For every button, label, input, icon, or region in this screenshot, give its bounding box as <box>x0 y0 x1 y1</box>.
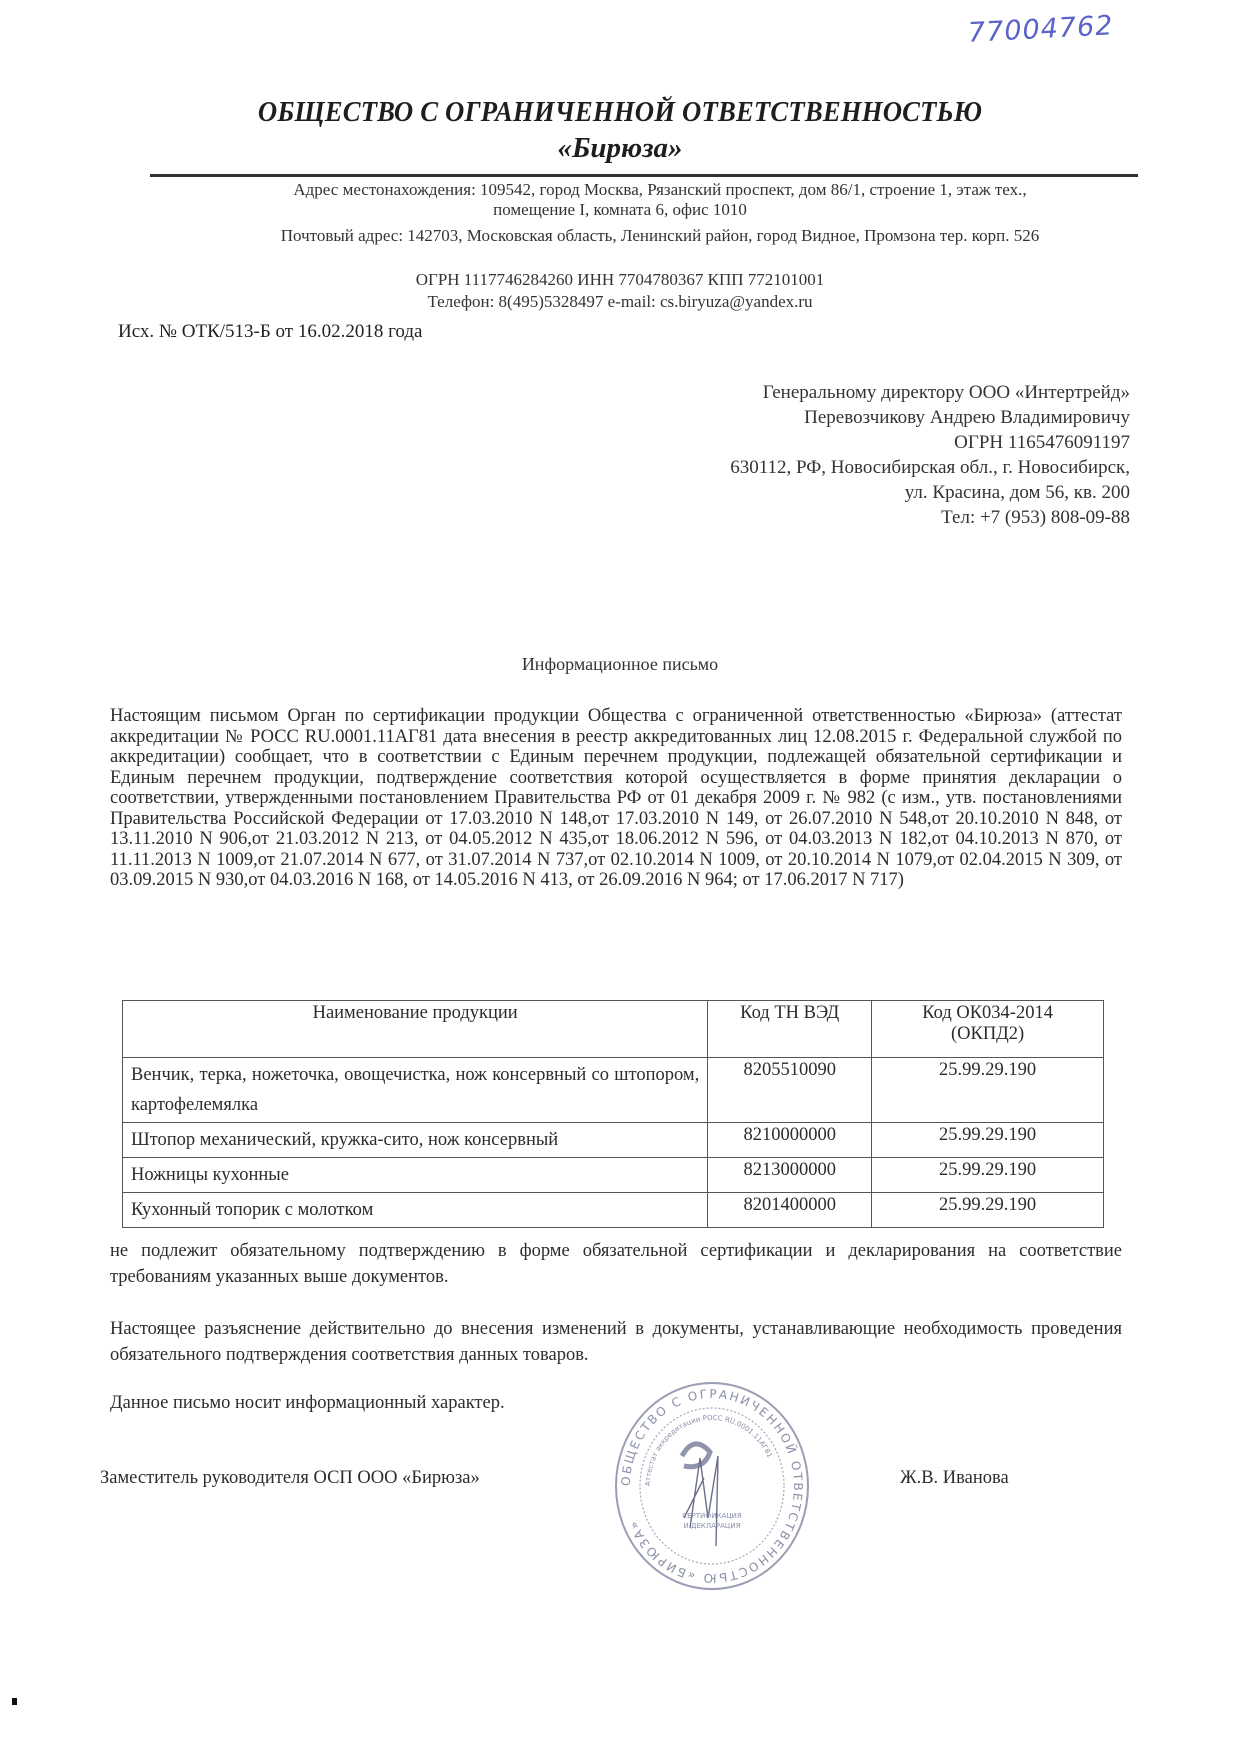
tnved-code-cell: 8213000000 <box>708 1158 872 1193</box>
stamp-center-line2: И ДЕКЛАРАЦИЯ <box>683 1522 741 1530</box>
table-row <box>123 1123 1104 1158</box>
table-header-row <box>123 1001 1104 1058</box>
nature-paragraph: Данное письмо носит информационный характер. <box>110 1393 505 1413</box>
tnved-code-cell: 8210000000 <box>708 1123 872 1158</box>
validity-paragraph: Настоящее разъяснение действительно до внесения изменений в документы, устанавливающие необходимость проведения обязательного подтверждения соответствия данных товаров. <box>110 1319 1122 1365</box>
table-row <box>123 1193 1104 1228</box>
header-divider <box>150 174 1138 177</box>
column-header-okpd2-line1: Код ОК034-2014 <box>922 1003 1053 1023</box>
conclusion-paragraph: не подлежит обязательному подтверждению в форме обязательной сертификации и декларирования на соответствие требованиям указанных выше документов. <box>110 1241 1122 1287</box>
signatory-name: Ж.В. Иванова <box>900 1468 1009 1488</box>
stamp-outer-text: ОБЩЕСТВО С ОГРАНИЧЕННОЙ ОТВЕТСТВЕННОСТЬЮ «БИРЮЗА» <box>618 1386 806 1586</box>
postal-address: Почтовый адрес: 142703, Московская область, Ленинский район, город Видное, Промзона тер. корп. 526 <box>280 226 1040 245</box>
contacts: Телефон: 8(495)5328497 e-mail: cs.biryuza@yandex.ru <box>427 292 813 311</box>
official-stamp-with-signature <box>612 1378 812 1593</box>
product-name-cell: Венчик, терка, ножеточка, овощечистка, нож консервный со штопором, картофелемялка <box>123 1058 708 1123</box>
organization-type-heading: ОБЩЕСТВО С ОГРАНИЧЕННОЙ ОТВЕТСТВЕННОСТЬЮ <box>257 96 983 128</box>
addressee-line: ОГРН 1165476091197 <box>954 432 1130 453</box>
product-name-cell: Кухонный топорик с молотком <box>123 1193 708 1228</box>
stamp-icon <box>612 1378 812 1593</box>
table-row <box>123 1058 1104 1123</box>
stamp-center-line1: СЕРТИФИКАЦИЯ <box>682 1512 742 1520</box>
addressee-line: ул. Красина, дом 56, кв. 200 <box>904 482 1130 503</box>
addressee-line: Генеральному директору ООО «Интертрейд» <box>762 382 1130 403</box>
okpd2-code-cell: 25.99.29.190 <box>872 1123 1104 1158</box>
legal-address-line2: помещение I, комната 6, офис 1010 <box>493 200 747 219</box>
scan-artifact-mark <box>12 1698 17 1705</box>
document-title: Информационное письмо <box>521 654 719 674</box>
legal-address-line1: Адрес местонахождения: 109542, город Москва, Рязанский проспект, дом 86/1, строение 1, этаж тех., <box>293 180 1027 199</box>
stamp-inner-text: Аттестат аккредитации РОСС RU.0001.11АГ81 <box>643 1413 774 1487</box>
okpd2-code-cell: 25.99.29.190 <box>872 1058 1104 1123</box>
column-header-okpd2-line2: (ОКПД2) <box>950 1024 1025 1044</box>
products-table <box>122 1000 1104 1228</box>
product-name-cell: Ножницы кухонные <box>123 1158 708 1193</box>
organization-name-heading: «Бирюза» <box>557 132 683 164</box>
column-header-product-name: Наименование продукции <box>123 1001 708 1058</box>
signatory-title: Заместитель руководителя ОСП ООО «Бирюза» <box>100 1468 480 1488</box>
okpd2-code-cell: 25.99.29.190 <box>872 1158 1104 1193</box>
addressee-line: Тел: +7 (953) 808-09-88 <box>941 507 1130 528</box>
tnved-code-cell: 8205510090 <box>708 1058 872 1123</box>
table-row <box>123 1158 1104 1193</box>
column-header-okpd2 <box>872 1001 1104 1058</box>
intro-paragraph: Настоящим письмом Орган по сертификации продукции Общества с ограниченной ответственностью «Бирюза» (аттестат аккредитации № РОСС RU.0001.11АГ81 дата внесения в реестр аккредитованных лиц 12.08.2015 г. Федеральной службой по аккредитации) сообщает, что в соответствии с Единым перечнем продукции, подлежащей обязательной сертификации и Единым перечнем продукции, подтверждение соответствия которой осуществляется в форме принятия декларации о соответствии, утвержденными постановлением Правительства РФ от 01 декабря 2009 г. № 982 (с изм., утв. постановлениями Правительства Российской Федерации от 17.03.2010 N 148,от 17.03.2010 N 149, от 26.07.2010 N 548,от 20.10.2010 N 848, от 13.11.2010 N 906,от 21.03.2012 N 213, от 04.05.2012 N 435,от 18.06.2012 N 596, от 04.03.2013 N 182,от 04.10.2013 N 870, от 11.11.2013 N 1009,от 21.07.2014 N 677, от 31.07.2014 N 737,от 02.10.2014 N 1009, от 20.10.2014 N 1079,от 02.04.2015 N 309, от 03.09.2015 N 930,от 04.03.2016 N 168, от 14.05.2016 N 413, от 26.09.2016 N 964; от 17.06.2017 N 717) <box>110 706 1122 890</box>
product-name-cell: Штопор механический, кружка-сито, нож консервный <box>123 1123 708 1158</box>
handwritten-registration-number: 77004762 <box>967 10 1115 49</box>
registration-numbers: ОГРН 1117746284260 ИНН 7704780367 КПП 772101001 <box>415 270 825 289</box>
addressee-line: 630112, РФ, Новосибирская обл., г. Новосибирск, <box>730 457 1130 478</box>
addressee-line: Перевозчикову Андрею Владимировичу <box>804 407 1130 428</box>
okpd2-code-cell: 25.99.29.190 <box>872 1193 1104 1228</box>
column-header-tnved: Код ТН ВЭД <box>708 1001 872 1058</box>
outgoing-reference: Исх. № ОТК/513-Б от 16.02.2018 года <box>118 321 423 342</box>
addressee-block <box>730 380 1130 530</box>
tnved-code-cell: 8201400000 <box>708 1193 872 1228</box>
